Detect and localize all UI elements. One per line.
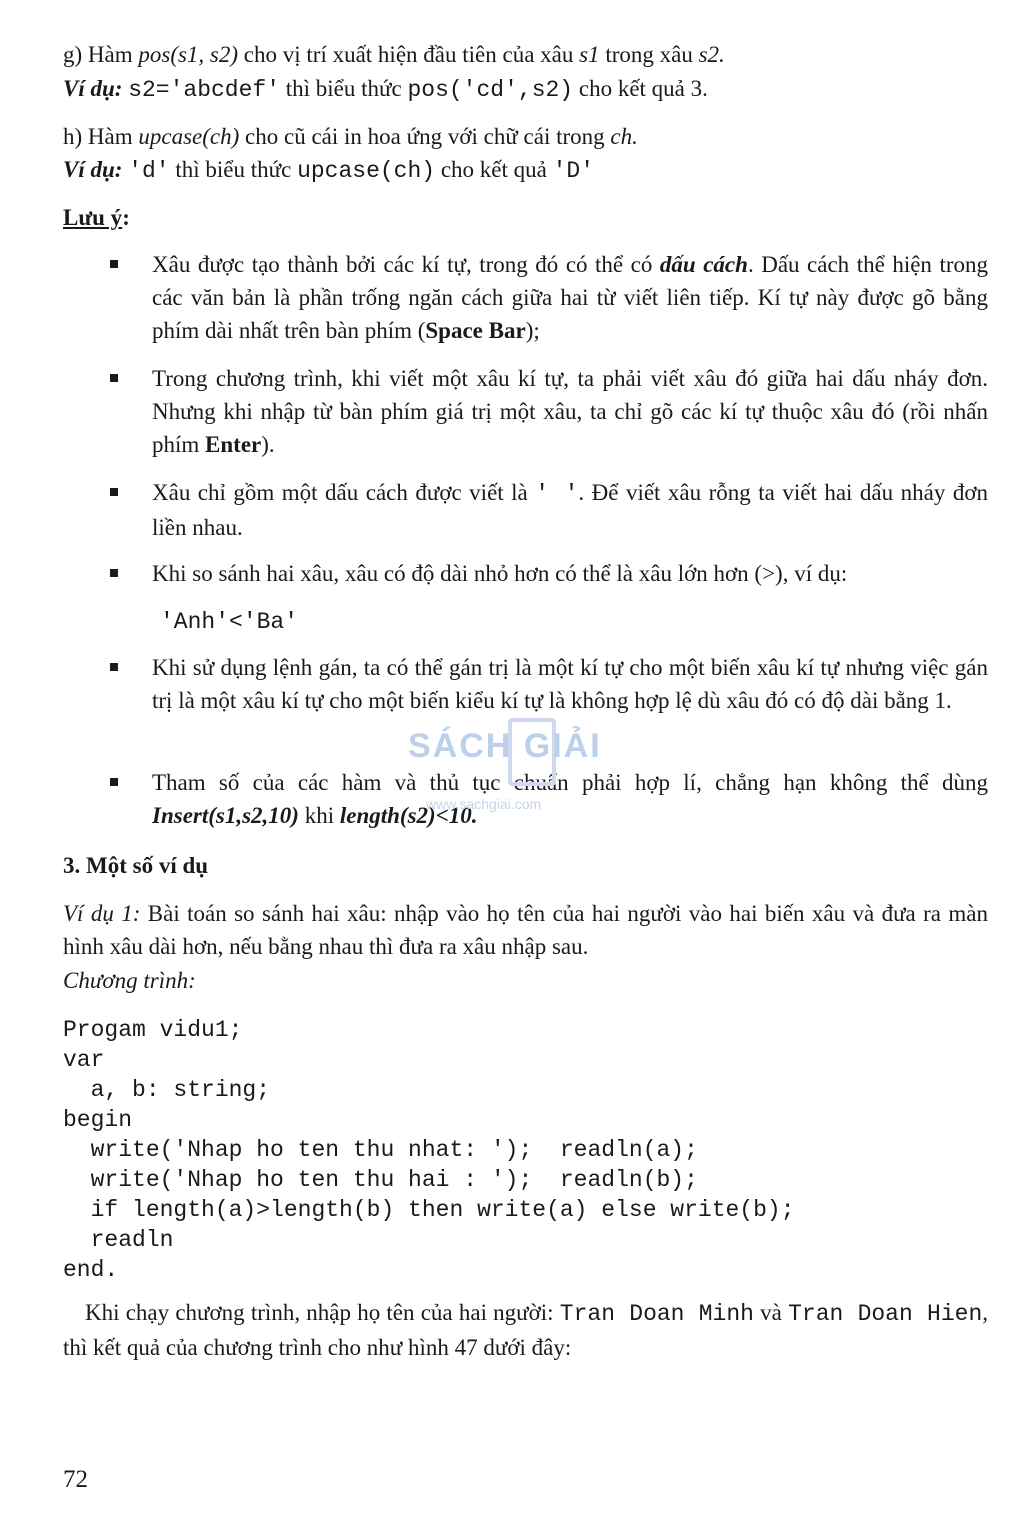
- section-h-title: h) Hàm upcase(ch) cho cũ cái in hoa ứng với chữ cái trong ch.: [63, 124, 638, 149]
- code-line: end.: [63, 1257, 119, 1283]
- bullet-item-4: Khi so sánh hai xâu, xâu có độ dài nhỏ hơn có thể là xâu lớn hơn (>), ví dụ:: [63, 557, 988, 590]
- bullet-icon: [110, 374, 118, 382]
- code-line: readln: [63, 1227, 174, 1253]
- code-line: if length(a)>length(b) then write(a) else write(b);: [63, 1197, 795, 1223]
- bullet-item-5: Khi sử dụng lệnh gán, ta có thể gán trị là một kí tự cho một biến xâu kí tự nhưng việc gán trị là một xâu kí tự cho một biến kiểu kí tự là không hợp lệ dù xâu đó có độ dài bằng 1.: [63, 651, 988, 717]
- bullet-item-1: Xâu được tạo thành bởi các kí tự, trong đó có thể có dấu cách. Dấu cách thể hiện trong các văn bản là phần trống ngăn cách giữa hai từ viết liên tiếp. Kí tự này được gõ bằng phím dài nhất trên bàn phím (Space Bar);: [63, 248, 988, 347]
- bullet-icon: [110, 663, 118, 671]
- section-3-heading: 3. Một số ví dụ: [63, 853, 209, 878]
- code-line: begin: [63, 1107, 133, 1133]
- bullet-icon: [110, 260, 118, 268]
- bullet-item-6: Tham số của các hàm và thủ tục chuẩn phải hợp lí, chẳng hạn không thể dùng Insert(s1,s2,10) khi length(s2)<10.: [63, 766, 988, 832]
- bullet-item-2: Trong chương trình, khi viết một xâu kí tự, ta phải viết xâu đó giữa hai dấu nháy đơn. Nhưng khi nhập từ bàn phím giá trị một xâu, ta chỉ gõ các kí tự thuộc xâu đó (rồi nhấn phím Enter).: [63, 362, 988, 461]
- bullet-icon: [110, 778, 118, 786]
- code-line: write('Nhap ho ten thu hai : '); readln(b);: [63, 1167, 698, 1193]
- program-label: Chương trình:: [63, 968, 196, 993]
- watermark-text: SÁCH GIẢI: [408, 727, 602, 765]
- note-heading: Lưu ý:: [63, 205, 130, 230]
- code-line: a, b: string;: [63, 1077, 271, 1103]
- section-h-example: Ví dụ: 'd' thì biểu thức upcase(ch) cho kết quả 'D': [63, 157, 595, 184]
- comparison-example-code: 'Anh'<'Ba': [160, 609, 299, 635]
- bullet-item-3: Xâu chỉ gồm một dấu cách được viết là ' '. Để viết xâu rỗng ta viết hai dấu nháy đơn liền nhau.: [63, 476, 988, 544]
- watermark-url: www.sachgiai.com: [426, 796, 542, 812]
- closing-paragraph: Khi chạy chương trình, nhập họ tên của hai người: Tran Doan Minh và Tran Doan Hien, thì kết quả của chương trình cho như hình 47 dưới đây:: [63, 1300, 988, 1360]
- bullet-icon: [110, 569, 118, 577]
- program-code-block: [63, 1015, 795, 1285]
- example-1-description: Ví dụ 1: Bài toán so sánh hai xâu: nhập vào họ tên của hai người vào hai biến xâu và đưa ra màn hình xâu dài hơn, nếu bằng nhau thì đưa ra xâu nhập sau.: [63, 901, 988, 959]
- page-number: 72: [63, 1466, 88, 1493]
- section-g-example: Ví dụ: s2='abcdef' thì biểu thức pos('cd',s2) cho kết quả 3.: [63, 76, 708, 103]
- code-line: write('Nhap ho ten thu nhat: '); readln(a);: [63, 1137, 698, 1163]
- section-g-title: g) Hàm pos(s1, s2) cho vị trí xuất hiện đầu tiên của xâu s1 trong xâu s2.: [63, 42, 725, 67]
- code-line: Progam vidu1;: [63, 1017, 243, 1043]
- bullet-icon: [110, 488, 118, 496]
- code-line: var: [63, 1047, 105, 1073]
